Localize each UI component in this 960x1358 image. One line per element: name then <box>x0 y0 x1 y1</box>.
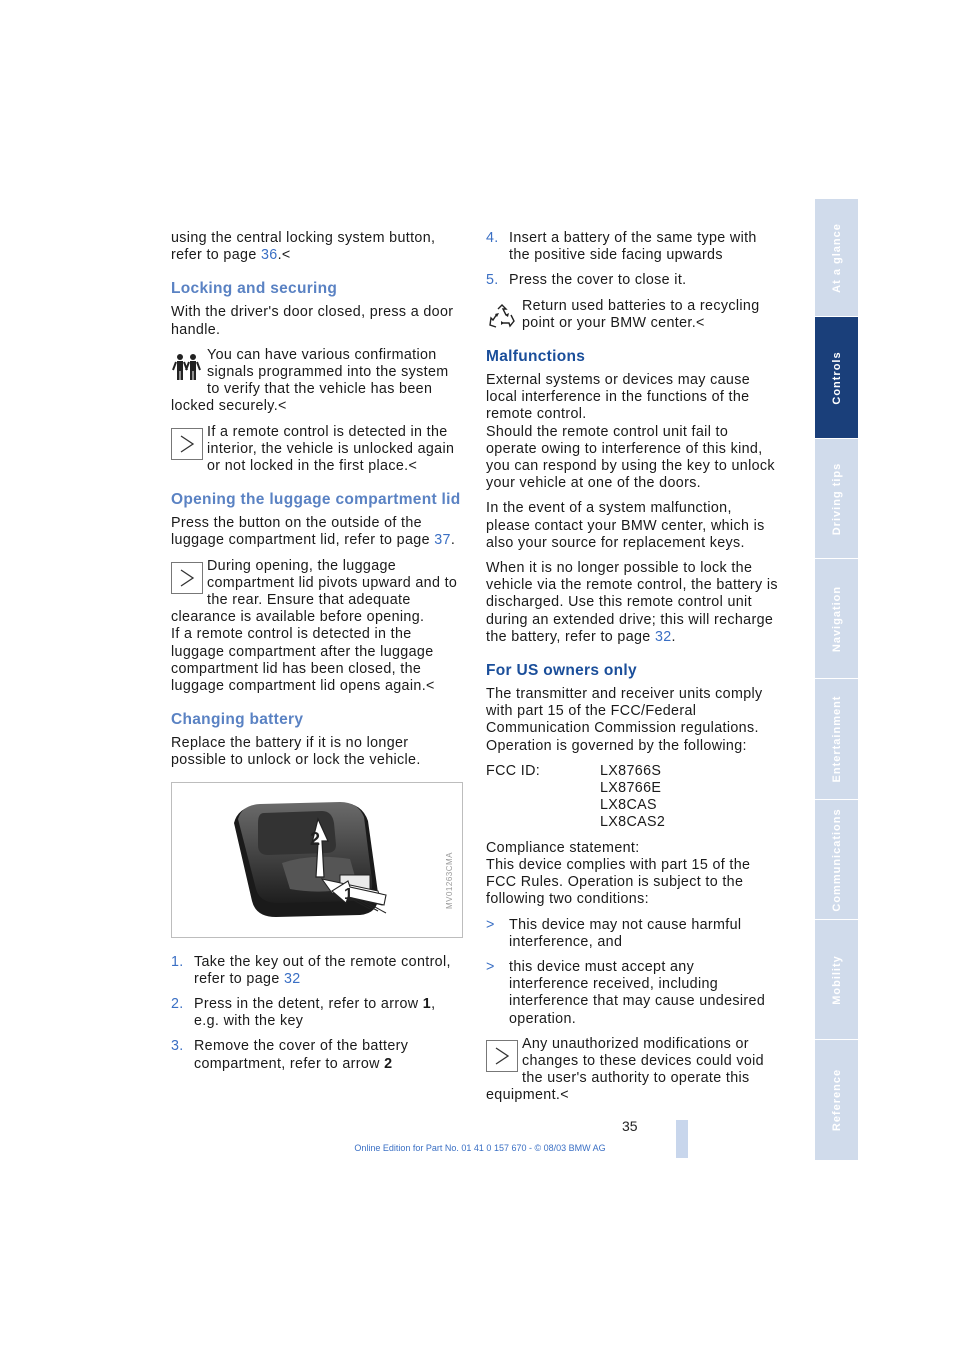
arrow-ref: 1 <box>422 996 432 1013</box>
tab-communications[interactable] <box>815 799 858 919</box>
tab-label: Controls <box>830 350 843 405</box>
luggage-text <box>171 515 463 549</box>
bullet-marker: > <box>486 916 495 933</box>
step-item <box>171 1038 463 1072</box>
figure-code: MV01263CMA <box>444 851 454 909</box>
triangle-note-icon <box>171 428 203 460</box>
step-text: Press the cover to close it. <box>509 272 687 289</box>
bullet-text: This device may not cause harmful interference, and <box>509 916 742 950</box>
step-number: 5. <box>486 272 499 289</box>
note-recycle-text: Return used batteries to a recycling point or your BMW center.< <box>522 297 760 331</box>
svg-text:2: 2 <box>310 828 321 849</box>
conditions-list <box>486 917 778 1028</box>
tab-controls[interactable] <box>815 316 858 438</box>
page-link-37[interactable]: 37 <box>434 532 451 549</box>
tab-navigation[interactable] <box>815 558 858 678</box>
tab-at-a-glance[interactable] <box>815 198 858 316</box>
step-item <box>486 272 778 289</box>
heading-us-owners: For US owners only <box>486 662 637 680</box>
compliance-title: Compliance statement: <box>486 839 640 856</box>
fcc-id: LX8CAS2 <box>600 814 666 831</box>
right-column <box>486 230 778 1113</box>
compliance-text: This device complies with part 15 of the FCC Rules. Operation is subject to the following two conditions: <box>486 856 751 908</box>
step-text: Remove the cover of the battery compartment, refer to arrow <box>194 1038 409 1072</box>
fcc-id-values <box>600 763 665 832</box>
left-column <box>171 230 463 1081</box>
note-luggage-cont: If a remote control is detected in the luggage compartment after the luggage compartment lid has been closed, the luggage compartment lid opens again.< <box>171 626 435 695</box>
tab-reference[interactable] <box>815 1039 858 1160</box>
note-confirmation <box>171 347 463 416</box>
bullet-marker: > <box>486 958 495 975</box>
malfunctions-p3-text: When it is no longer possible to lock the vehicle via the remote control, the battery is discharged. Use this remote control unit during an extended drive; this will recharge the battery, refer to page <box>486 560 778 645</box>
step-text: Press in the detent, refer to arrow <box>194 996 423 1013</box>
step-item <box>171 954 463 988</box>
persons-icon <box>171 351 203 383</box>
battery-steps-list <box>171 954 463 1073</box>
recycle-icon <box>486 302 518 334</box>
note-interior-text: If a remote control is detected in the interior, the vehicle is unlocked again or not locked in the first place.< <box>207 423 455 475</box>
svg-text:1: 1 <box>344 885 354 903</box>
step-end: , e.g. with the key <box>194 996 436 1030</box>
note-luggage-text: During opening, the luggage compartment lid pivots upward and to the rear. Ensure that adequate clearance is available before opening. <box>171 557 458 626</box>
page-number: 35 <box>622 1118 638 1134</box>
tab-label: Mobility <box>830 954 843 1005</box>
heading-battery: Changing battery <box>171 711 304 729</box>
malfunctions-p1 <box>486 372 778 492</box>
page-link-32[interactable]: 32 <box>283 970 301 987</box>
note-modifications <box>486 1036 778 1105</box>
tab-driving-tips[interactable] <box>815 438 858 558</box>
luggage-end: . <box>450 532 456 549</box>
us-owners-p1: The transmitter and receiver units comply with part 15 of the FCC/Federal Communication Commission regulations. Operation is governed by the following: <box>486 686 763 754</box>
fcc-id: LX8CAS <box>600 797 657 814</box>
list-item <box>486 959 778 1028</box>
arrow-2-label <box>310 829 320 849</box>
luggage-sentence: Press the button on the outside of the luggage compartment lid, refer to page <box>171 515 435 549</box>
tab-label: Communications <box>830 807 843 912</box>
step-item <box>171 996 463 1030</box>
tab-label: Navigation <box>830 585 843 652</box>
note-interior <box>171 424 463 476</box>
arrow-ref: 2 <box>384 1055 393 1072</box>
tab-mobility[interactable] <box>815 919 858 1039</box>
remote-control-figure <box>171 782 463 938</box>
intro-text <box>171 230 463 264</box>
tab-label: Entertainment <box>830 695 843 783</box>
step-number: 2. <box>171 996 184 1013</box>
triangle-note-icon <box>486 1040 518 1072</box>
fcc-id-block <box>486 763 778 832</box>
heading-malfunctions: Malfunctions <box>486 348 586 366</box>
remote-control-illustration <box>172 783 462 937</box>
footer-edition-note: Online Edition for Part No. 01 41 0 157 670 - © 08/03 BMW AG <box>354 1143 606 1153</box>
heading-locking: Locking and securing <box>171 280 338 298</box>
intro-sentence: using the central locking system button, refer to page <box>171 230 436 264</box>
step-number: 3. <box>171 1038 184 1055</box>
locking-text: With the driver's door closed, press a door handle. <box>171 304 454 338</box>
malfunctions-p3-end: . <box>671 628 676 645</box>
note-recycle <box>486 298 778 332</box>
compliance-statement <box>486 840 778 909</box>
fcc-id: LX8766E <box>600 780 662 797</box>
page-link-36[interactable]: 36 <box>260 247 278 264</box>
intro-end: .< <box>277 247 291 264</box>
heading-luggage: Opening the luggage compartment lid <box>171 491 461 509</box>
fcc-id: LX8766S <box>600 762 662 779</box>
note-luggage <box>171 558 463 696</box>
note-modifications-text: Any unauthorized modifications or changes to these devices could void the user's authority to operate this equipment.< <box>486 1035 764 1104</box>
step-item <box>486 230 778 264</box>
fcc-id-label: FCC ID: <box>486 762 541 779</box>
step-number: 1. <box>171 953 184 970</box>
tab-label: At a glance <box>830 222 843 293</box>
step-text: Insert a battery of the same type with the positive side facing upwards <box>509 230 757 264</box>
step-text: Take the key out of the remote control, refer to page <box>194 953 451 987</box>
step-number: 4. <box>486 230 499 246</box>
malfunctions-p2: In the event of a system malfunction, please contact your BMW center, which is also your source for replacement keys. <box>486 500 765 551</box>
triangle-note-icon <box>171 562 203 594</box>
note-confirmation-text: You can have various confirmation signals programmed into the system to verify that the vehicle has been locked securely.< <box>171 346 449 415</box>
arrow-1-label <box>344 886 353 903</box>
section-nav <box>815 198 858 1160</box>
tab-entertainment[interactable] <box>815 678 858 799</box>
malfunctions-p1-a: External systems or devices may cause local interference in the functions of the remote control. <box>486 372 751 423</box>
tab-label: Reference <box>830 1068 843 1132</box>
battery-text: Replace the battery if it is no longer possible to unlock or lock the vehicle. <box>171 735 421 769</box>
malfunctions-p3 <box>486 560 778 646</box>
battery-steps-continued <box>486 230 778 290</box>
malfunctions-p1-b: Should the remote control unit fail to operate owing to interference of this kind, you can respond by using the key to unlock your vehicle at one of the doors. <box>486 423 775 492</box>
list-item <box>486 917 778 951</box>
tab-label: Driving tips <box>830 462 843 535</box>
page-link-32[interactable]: 32 <box>654 628 672 645</box>
bullet-text: this device must accept any interference received, including interference that may cause undesired operation. <box>509 958 766 1027</box>
